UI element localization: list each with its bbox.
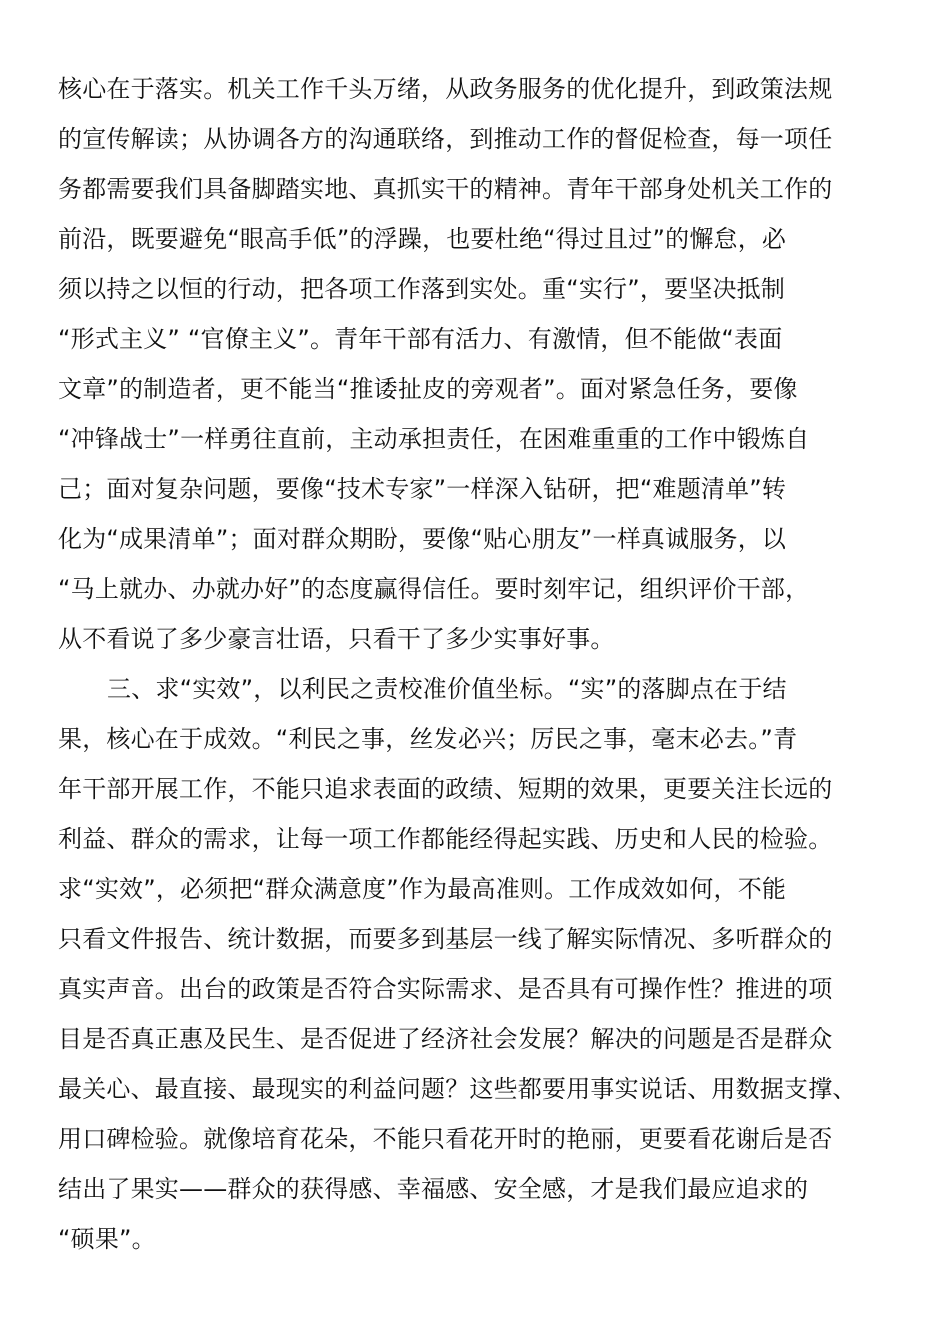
text-line: 须以持之以恒的行动，把各项工作落到实处。重“实行”，要坚决抵制 xyxy=(58,275,786,303)
text-line: 只看文件报告、统计数据，而要多到基层一线了解实际情况、多听群众的 xyxy=(58,925,833,953)
paragraph-work-implementation xyxy=(58,64,878,664)
text-line: 核心在于落实。机关工作千头万绪，从政务服务的优化提升，到政策法规 xyxy=(58,75,833,103)
section-heading-line: 三、求“实效”，以利民之责校准价值坐标。“实”的落脚点在于结 xyxy=(107,675,787,703)
document-body xyxy=(58,64,878,1264)
text-line: “马上就办、办就办好”的态度赢得信任。要时刻牢记，组织评价干部， xyxy=(58,575,810,603)
text-line: 文章”的制造者，更不能当“推诿扯皮的旁观者”。面对紧急任务，要像 xyxy=(58,375,798,403)
text-line: “形式主义” “官僚主义”。青年干部有活力、有激情，但不能做“表面 xyxy=(58,325,783,353)
text-line: 己；面对复杂问题，要像“技术专家”一样深入钻研，把“难题清单”转 xyxy=(58,475,787,503)
text-line: 前沿，既要避免“眼高手低”的浮躁，也要杜绝“得过且过”的懈怠，必 xyxy=(58,225,787,253)
text-line: “冲锋战士”一样勇往直前，主动承担责任，在困难重重的工作中锻炼自 xyxy=(58,425,810,453)
text-line: 年干部开展工作，不能只追求表面的政绩、短期的效果，更要关注长远的 xyxy=(58,775,833,803)
text-line: 结出了果实——群众的获得感、幸福感、安全感，才是我们最应追求的 xyxy=(58,1175,809,1203)
text-line: 化为“成果清单”；面对群众期盼，要像“贴心朋友”一样真诚服务，以 xyxy=(58,525,787,553)
paragraph-section-three-effectiveness xyxy=(58,664,878,1264)
text-line: 真实声音。出台的政策是否符合实际需求、是否具有可操作性？推进的项 xyxy=(58,975,833,1003)
text-line: 求“实效”，必须把“群众满意度”作为最高准则。工作成效如何，不能 xyxy=(58,875,787,903)
text-line: 用口碑检验。就像培育花朵，不能只看花开时的艳丽，更要看花谢后是否 xyxy=(58,1125,833,1153)
text-line: 务都需要我们具备脚踏实地、真抓实干的精神。青年干部身处机关工作的 xyxy=(58,175,833,203)
text-line: 目是否真正惠及民生、是否促进了经济社会发展？解决的问题是否是群众 xyxy=(58,1025,833,1053)
text-line: “硕果”。 xyxy=(58,1225,156,1253)
text-line: 利益、群众的需求，让每一项工作都能经得起实践、历史和人民的检验。 xyxy=(58,825,833,853)
text-line: 果，核心在于成效。“利民之事，丝发必兴；厉民之事，毫末必去。”青 xyxy=(58,725,798,753)
text-line: 的宣传解读；从协调各方的沟通联络，到推动工作的督促检查，每一项任 xyxy=(58,125,833,153)
text-line: 从不看说了多少豪言壮语，只看干了多少实事好事。 xyxy=(58,625,615,653)
text-line: 最关心、最直接、最现实的利益问题？这些都要用事实说话、用数据支撑、 xyxy=(58,1075,857,1103)
